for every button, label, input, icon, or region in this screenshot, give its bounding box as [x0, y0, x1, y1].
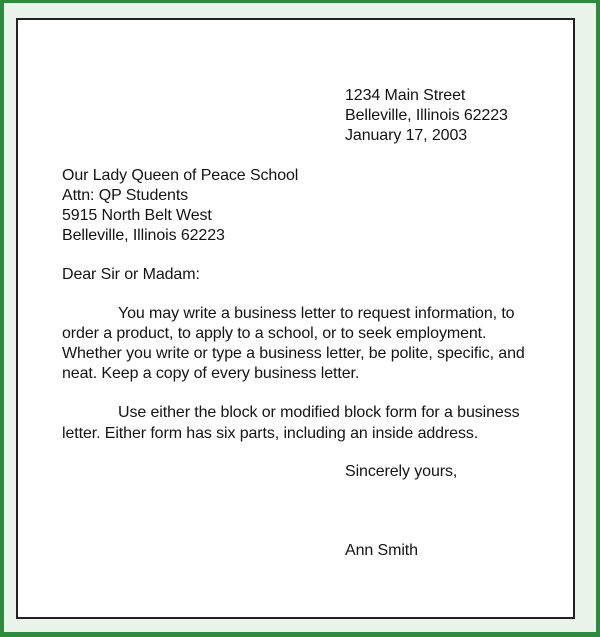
paragraph-1-line-3: Whether you write or type a business letter, be polite, specific, and: [62, 345, 525, 362]
paragraph-2-line-1: Use either the block or modified block form for a business: [118, 404, 520, 421]
sender-city: Belleville, Illinois 62223: [345, 107, 508, 124]
closing: Sincerely yours,: [345, 463, 458, 480]
paragraph-1-line-1: You may write a business letter to request information, to: [118, 305, 515, 322]
paragraph-1-line-4: neat. Keep a copy of every business letter.: [62, 365, 360, 382]
recipient-street: 5915 North Belt West: [62, 207, 212, 224]
recipient-name: Our Lady Queen of Peace School: [62, 167, 299, 184]
letter-page: [16, 18, 575, 619]
recipient-city: Belleville, Illinois 62223: [62, 227, 225, 244]
sender-street: 1234 Main Street: [345, 87, 466, 104]
paragraph-1-line-2: order a product, to apply to a school, or to seek employment.: [62, 325, 487, 342]
recipient-attn: Attn: QP Students: [62, 187, 189, 204]
signature-name: Ann Smith: [345, 542, 418, 559]
letter-date: January 17, 2003: [345, 127, 468, 144]
salutation: Dear Sir or Madam:: [62, 266, 200, 283]
paragraph-2-line-2: letter. Either form has six parts, including an inside address.: [62, 425, 479, 442]
